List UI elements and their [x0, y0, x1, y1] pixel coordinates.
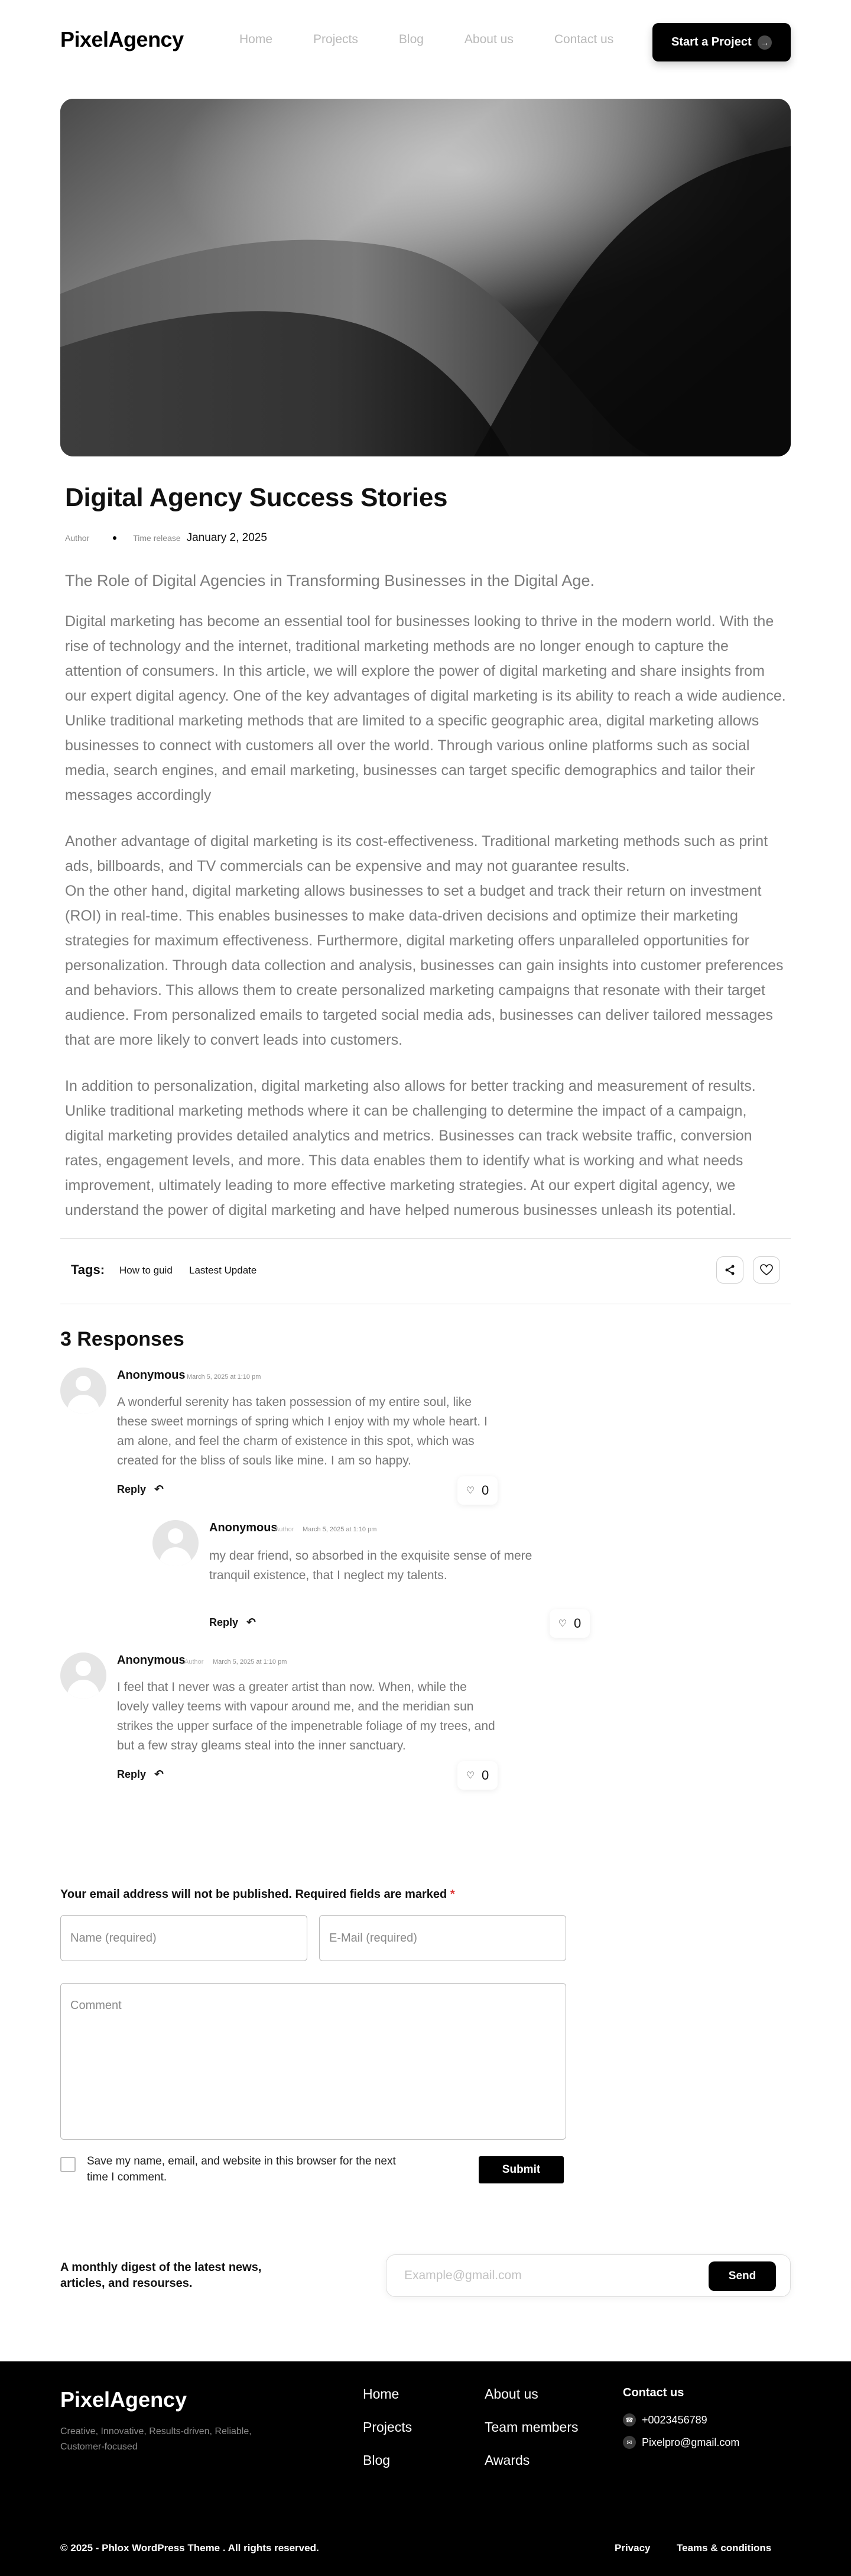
footer-link-home[interactable]: Home — [363, 2386, 399, 2402]
footer-logo[interactable]: PixelAgency — [60, 2387, 187, 2412]
responses-heading: 3 Responses — [60, 1328, 184, 1350]
reply-button[interactable] — [209, 1616, 256, 1629]
email-text: Pixelpro@gmail.com — [642, 2436, 740, 2448]
article-paragraph: In addition to personalization, digital marketing also allows for better tracking and measurement of results. Unlike traditional marketing methods where it can be challenging to determine the impact of a campaign, digital marketing provides detailed analytics and metrics. Businesses can track website traffic, conversion rates, engagement levels, and more. This data enables them to identify what is working and what needs improvement, ultimately leading to more effective marketing strategies. At our expert digital agency, we understand the power of digital marketing and have helped numerous businesses unleash its potential. — [65, 1078, 756, 1219]
article-date: January 2, 2025 — [186, 532, 267, 544]
reply-button[interactable] — [117, 1483, 164, 1496]
comment-date: March 5, 2025 at 1:10 pm — [187, 1373, 261, 1381]
footer-description: Creative, Innovative, Results-driven, Reliable, Customer-focused — [60, 2426, 252, 2452]
meta-dot — [113, 536, 116, 540]
like-count: 0 — [574, 1616, 582, 1631]
send-button[interactable]: Send — [709, 2261, 776, 2291]
arrow-right-icon: → — [758, 35, 772, 50]
tags-bar — [60, 1238, 791, 1304]
save-info-checkbox[interactable] — [60, 2157, 76, 2172]
nav-home[interactable]: Home — [239, 33, 273, 46]
comments-list — [60, 1351, 791, 1800]
article-paragraph: Another advantage of digital marketing is its cost-effectiveness. Traditional marketing methods such as print ads, billboards, and TV commercials can be expensive and may not guarantee results. — [65, 833, 768, 874]
copyright: © 2025 - Phlox WordPress Theme . All rights reserved. — [60, 2542, 319, 2554]
avatar — [60, 1368, 106, 1414]
hero-image — [60, 99, 791, 456]
heart-icon: ♡ — [558, 1619, 567, 1629]
like-button[interactable] — [457, 1761, 498, 1790]
site-logo[interactable]: PixelAgency — [60, 27, 184, 51]
form-note — [60, 1888, 455, 1901]
comment-text: my dear friend, so absorbed in the exquisite sense of mere tranquil existence, that I neglect my talents. — [209, 1549, 532, 1582]
reply-label: Reply — [117, 1768, 147, 1780]
comment-author: Anonymous — [117, 1369, 186, 1382]
article-paragraph: On the other hand, digital marketing allows businesses to set a budget and track their return on investment (ROI) in real-time. This enables businesses to make data-driven decisions and optimize their marketing strategies for maximum effectiveness. Furthermore, digital marketing offers unparalleled opportunities for personalization. Through data collection and analysis, businesses can gain insights into customer preferences and behaviors. This allows them to create personalized marketing campaigns that resonate with their target audience. From personalized emails to targeted social media ads, businesses can deliver tailored messages that are more likely to convert leads into customers. — [65, 883, 784, 1048]
footer-link-about[interactable]: About us — [485, 2386, 538, 2402]
heart-icon: ♡ — [466, 1486, 475, 1496]
phone-icon: ☎ — [623, 2413, 636, 2426]
site-header — [60, 0, 791, 83]
nav-blog[interactable]: Blog — [398, 33, 424, 46]
author-badge: Author — [184, 1658, 204, 1666]
start-project-button[interactable] — [652, 23, 791, 61]
like-post-button[interactable] — [753, 1256, 780, 1284]
heart-icon — [760, 1264, 773, 1276]
comment-form — [60, 1888, 791, 2183]
like-count: 0 — [482, 1768, 489, 1783]
form-note-text: Your email address will not be published. Required fields are marked — [60, 1888, 447, 1901]
article-paragraph: Digital marketing has become an essential tool for businesses looking to thrive in the modern world. With the rise of technology and the internet, traditional marketing methods are no longer enough to capture the attention of consumers. In this article, we will explore the power of digital marketing and share insights from our expert digital agency. One of the key advantages of digital marketing is its ability to reach a wide audience. Unlike traditional marketing methods that are limited to a specific geographic area, digital marketing allows businesses to connect with customers all over the world. Through various online platforms such as social media, search engines, and email marketing, businesses can target specific demographics and tailor their messages accordingly — [65, 613, 786, 803]
terms-link[interactable]: Teams & conditions — [677, 2542, 772, 2554]
comment-author: Anonymous — [117, 1654, 186, 1667]
main-nav — [239, 33, 654, 47]
article-title: Digital Agency Success Stories — [65, 483, 448, 512]
tags-label: Tags: — [71, 1262, 105, 1277]
email-field[interactable] — [319, 1915, 566, 1961]
footer-link-awards[interactable]: Awards — [485, 2452, 530, 2468]
comment-author: Anonymous — [209, 1521, 278, 1534]
article-meta — [65, 532, 786, 545]
like-button[interactable] — [550, 1609, 590, 1638]
share-icon — [724, 1264, 736, 1276]
mail-icon: ✉ — [623, 2436, 636, 2449]
reply-button[interactable] — [117, 1768, 164, 1781]
nav-contact[interactable]: Contact us — [554, 33, 614, 46]
abstract-wave-image — [60, 99, 791, 456]
privacy-link[interactable]: Privacy — [615, 2542, 651, 2554]
name-field[interactable] — [60, 1915, 307, 1961]
comment-text: I feel that I never was a greater artist than now. When, while the lovely valley teems with vapour around me, and the meridian sun strikes the upper surface of the impenetrable foliage of my trees, and but a few stray gleams steal into the inner sanctuary. — [117, 1680, 495, 1752]
footer-link-projects[interactable]: Projects — [363, 2419, 412, 2435]
avatar — [60, 1652, 106, 1699]
phone-text: +0023456789 — [642, 2413, 707, 2426]
time-label: Time release — [133, 533, 181, 543]
comment-date: March 5, 2025 at 1:10 pm — [213, 1658, 287, 1666]
author-badge: Author — [275, 1526, 294, 1533]
comment-date: March 5, 2025 at 1:10 pm — [303, 1526, 377, 1533]
share-button[interactable] — [716, 1256, 743, 1284]
reply-label: Reply — [117, 1483, 147, 1495]
author-label: Author — [65, 533, 90, 543]
reply-arrow-icon: ↶ — [246, 1616, 256, 1629]
heart-icon: ♡ — [466, 1771, 475, 1781]
article-lead: The Role of Digital Agencies in Transforming Businesses in the Digital Age. — [65, 572, 595, 589]
tag-link[interactable]: Lastest Update — [189, 1265, 257, 1276]
reply-label: Reply — [209, 1616, 239, 1628]
contact-phone[interactable] — [623, 2413, 707, 2426]
submit-button[interactable]: Submit — [479, 2156, 564, 2183]
footer-link-blog[interactable]: Blog — [363, 2452, 391, 2468]
avatar — [152, 1520, 199, 1566]
email-placeholder: E-Mail (required) — [329, 1931, 417, 1945]
nav-about[interactable]: About us — [464, 33, 514, 46]
comment-textarea[interactable] — [60, 1983, 566, 2140]
like-count: 0 — [482, 1483, 489, 1498]
site-footer — [0, 2361, 851, 2576]
contact-heading: Contact us — [623, 2386, 684, 2399]
start-project-label: Start a Project — [671, 35, 752, 48]
name-placeholder: Name (required) — [70, 1931, 157, 1945]
footer-link-team[interactable]: Team members — [485, 2419, 579, 2435]
nav-projects[interactable]: Projects — [313, 33, 358, 46]
reply-arrow-icon: ↶ — [154, 1483, 164, 1496]
reply-arrow-icon: ↶ — [154, 1768, 164, 1781]
tag-link[interactable]: How to guid — [119, 1265, 173, 1276]
save-info-label: Save my name, email, and website in this browser for the next time I comment. — [87, 2155, 396, 2183]
like-button[interactable] — [457, 1476, 498, 1505]
newsletter-text: A monthly digest of the latest news, articles, and resourses. — [60, 2261, 262, 2290]
comment-text: A wonderful serenity has taken possession of my entire soul, like these sweet mornings of spring which I enjoy with my whole heart. I am alone, and feel the charm of existence in this spot, which was created for the bliss of souls like mine. I am so happy. — [117, 1395, 488, 1467]
required-mark: * — [450, 1888, 455, 1901]
newsletter-email-input[interactable]: Example@gmail.com — [404, 2269, 522, 2282]
comment-placeholder: Comment — [70, 1999, 122, 2012]
article-body — [60, 483, 791, 1223]
contact-email[interactable] — [623, 2436, 739, 2449]
newsletter-form — [386, 2254, 791, 2297]
